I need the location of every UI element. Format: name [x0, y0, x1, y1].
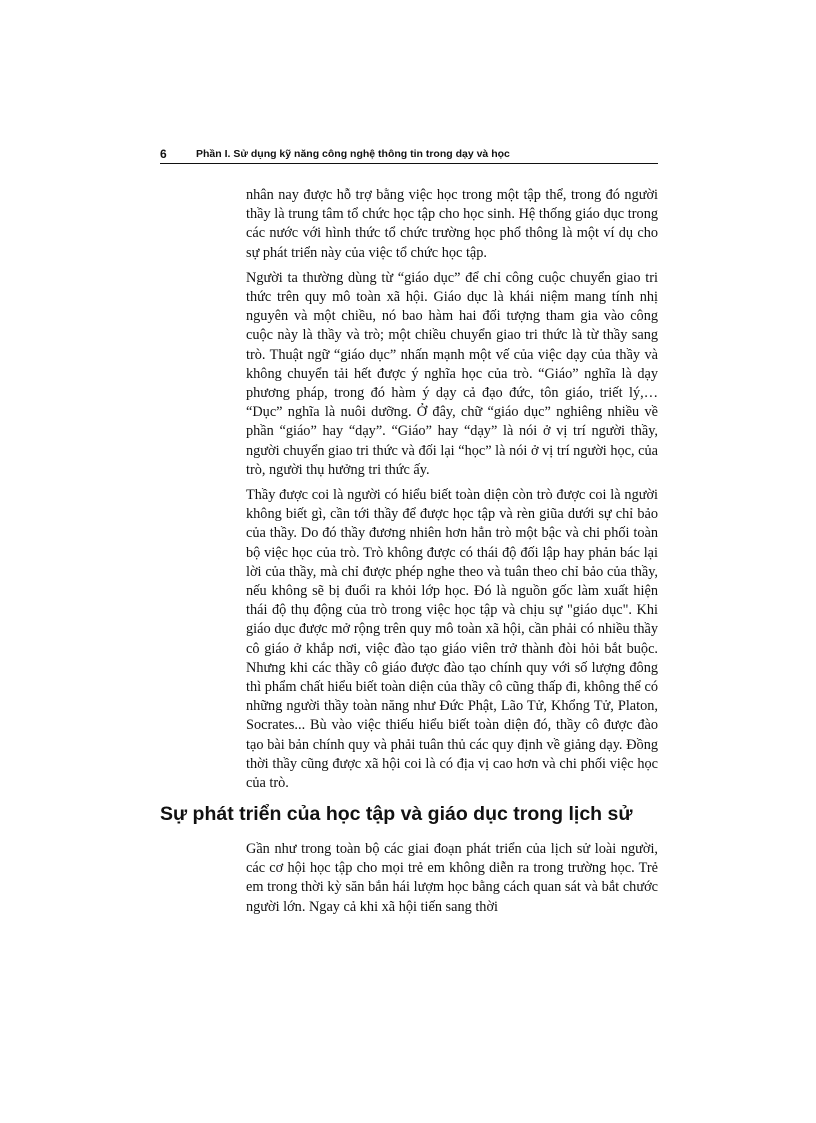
paragraph: Thầy được coi là người có hiểu biết toàn diện còn trò được coi là người không biết gì, cần tới thầy để được học tập và rèn giũa dưới sự chỉ bảo của thầy. Do đó thầy đương nhiên hơn hẳn trò một bậc và chi phối toàn bộ việc học của trò. Trò không được có thái độ đối lập hay phản bác lại lời của thầy, mà chỉ được phép nghe theo và tuân theo chỉ bảo của thầy, nếu không sẽ bị đuổi ra khỏi lớp học. Đó là nguồn gốc làm xuất hiện thái độ thụ động của trò trong việc học tập và chịu sự "giáo dục". Khi giáo dục được mở rộng trên quy mô toàn xã hội, cần phải có nhiều thầy cô giáo ở khắp nơi, việc đào tạo giáo viên trở thành đòi hỏi bắt buộc. Nhưng khi các thầy cô giáo được đào tạo chính quy với số lượng đông thì phẩm chất hiểu biết toàn diện của thầy cô cũng thấp đi, không thể có những người thầy toàn năng như Đức Phật, Lão Tử, Khổng Tử, Platon, Socrates... Bù vào việc thiếu hiểu biết toàn diện đó, thầy cô được đào tạo bài bản chính quy và phải tuân thủ các quy định về giảng dạy. Đồng thời thầy cũng được xã hội coi là có địa vị cao hơn và chi phối việc học của trò. — [246, 487, 658, 792]
running-header — [160, 145, 658, 164]
paragraph: nhân nay được hỗ trợ bằng việc học trong một tập thể, trong đó người thầy là trung tâm tổ chức học tập cho học sinh. Hệ thống giáo dục trong các nước với hình thức tổ chức trường học phổ thông là một ví dụ cho sự phát triển này của việc tổ chức học tập. — [246, 187, 658, 261]
body-text-top — [246, 186, 658, 799]
paragraph: Người ta thường dùng từ “giáo dục” để chỉ công cuộc chuyển giao tri thức trên quy mô toàn xã hội. Giáo dục là khái niệm mang tính nhị nguyên và một chiều, nó bao hàm hai đối tượng tham gia vào công cuộc này là thầy và trò; một chiều chuyển giao tri thức là từ thầy sang trò. Thuật ngữ “giáo dục” nhấn mạnh một vế của việc dạy của thầy và không chuyển tải hết được ý nghĩa học của trò. “Giáo” nghĩa là dạy phương pháp, trong đó hàm ý dạy cả đạo đức, tôn giáo, triết lý,… “Dục” nghĩa là nuôi dưỡng. Ở đây, chữ “giáo dục” nghiêng nhiều về phần “giáo” hay “dạy”. “Giáo” hay “dạy” là nói ở vị trí người thầy, người chuyển giao tri thức và đối lại “học” là nói ở vị trí người học, của trò, người thụ hưởng tri thức ấy. — [246, 269, 658, 478]
page-number: 6 — [160, 147, 167, 161]
section-heading: Sự phát triển của học tập và giáo dục trong lịch sử — [160, 803, 633, 825]
paragraph: Gần như trong toàn bộ các giai đoạn phát triển của lịch sử loài người, các cơ hội học tập cho mọi trẻ em không diễn ra trong trường học. Trẻ em trong thời kỳ săn bắn hái lượm học bằng cách quan sát và bắt chước người lớn. Ngay cả khi xã hội tiến sang thời — [246, 841, 658, 915]
running-title: Phần I. Sử dụng kỹ năng công nghệ thông tin trong dạy và học — [196, 148, 510, 160]
body-text-section — [246, 840, 658, 923]
